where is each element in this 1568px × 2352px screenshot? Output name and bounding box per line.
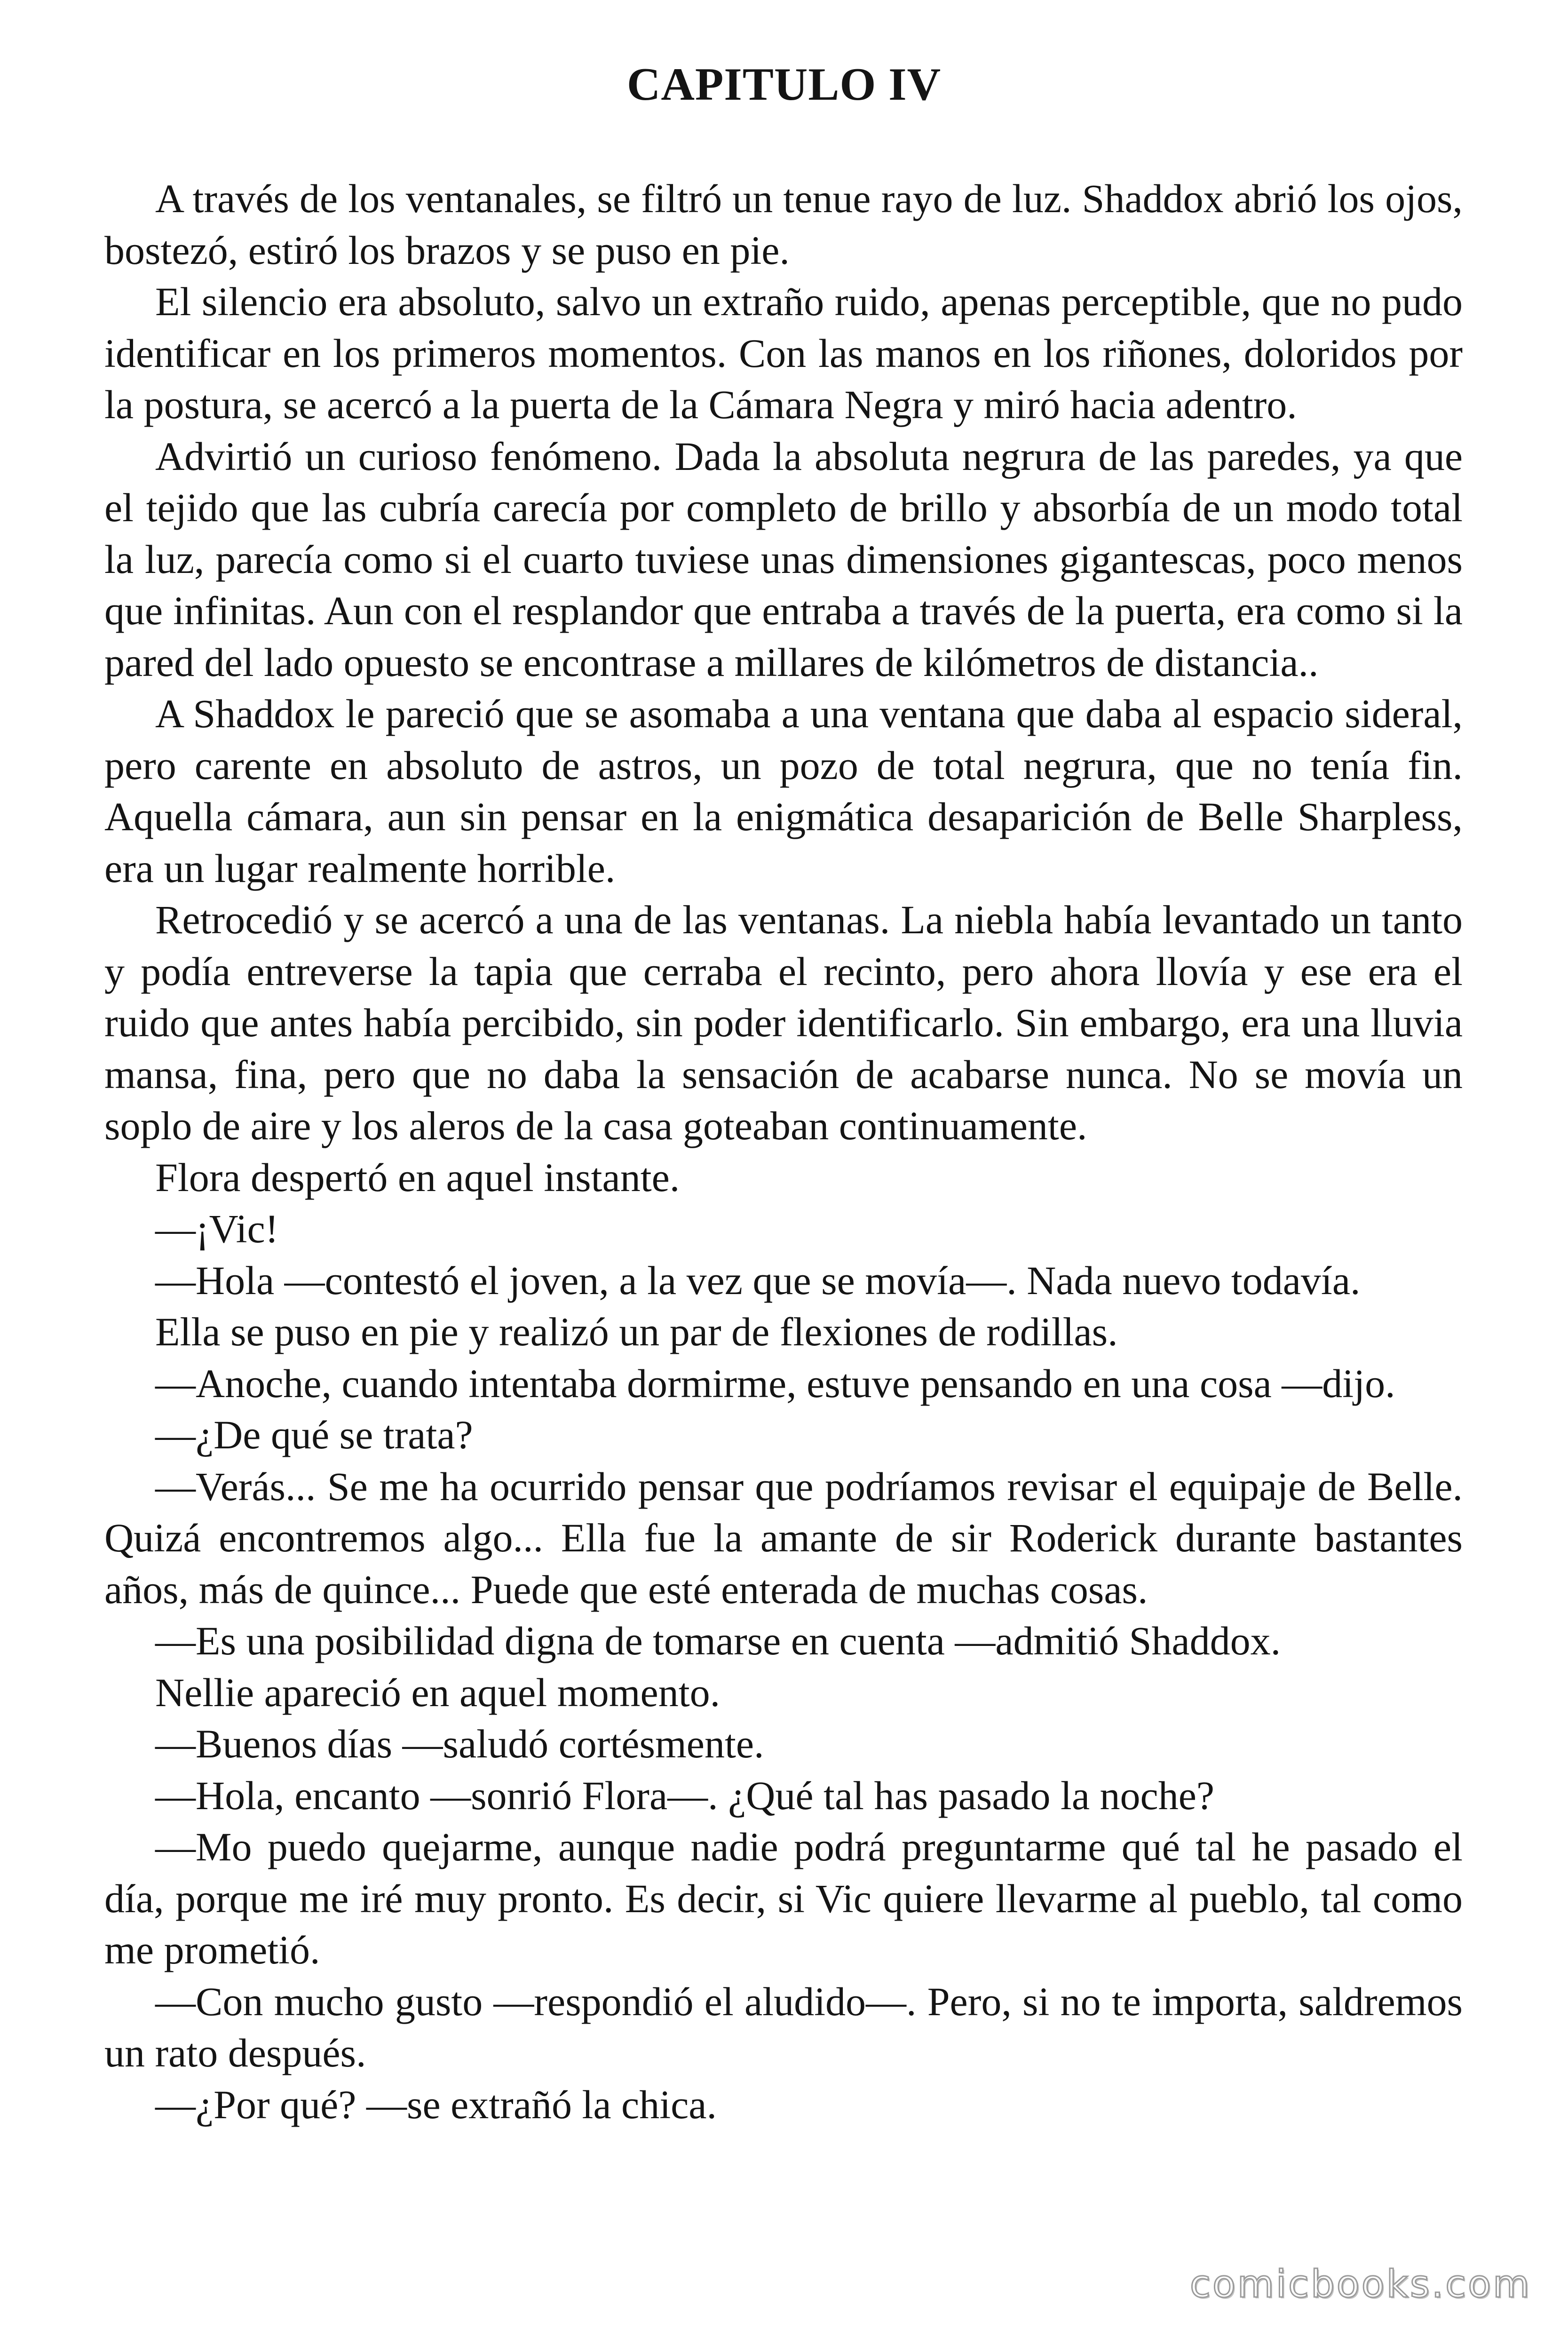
dialogue-line: —¿Por qué? —se extrañó la chica. xyxy=(155,2082,717,2127)
chapter-body xyxy=(104,173,1463,2130)
dialogue-line: —¡Vic! xyxy=(155,1206,279,1251)
dialogue-line: —Mo puedo quejarme, aunque nadie podrá preguntarme qué tal he pasado el día, porque me iré muy pronto. Es decir, si Vic quiere llevarme al pueblo, tal como me prometió. xyxy=(104,1824,1463,1972)
dialogue-line: —Hola, encanto —sonrió Flora—. ¿Qué tal has pasado la noche? xyxy=(155,1772,1215,1818)
dialogue-line: —¿De qué se trata? xyxy=(155,1412,473,1457)
chapter-title: CAPITULO IV xyxy=(626,59,942,110)
dialogue-line: —Con mucho gusto —respondió el aludido—. Pero, si no te importa, saldremos un rato después. xyxy=(104,1979,1463,2075)
paragraph: El silencio era absoluto, salvo un extraño ruido, apenas perceptible, que no pudo identificar en los primeros momentos. Con las manos en los riñones, doloridos por la postura, se acercó a la puerta de la Cámara Negra y miró hacia adentro. xyxy=(104,279,1463,427)
watermark: comicbooks.com xyxy=(1189,2262,1531,2306)
paragraph: Retrocedió y se acercó a una de las ventanas. La niebla había levantado un tanto y podía entreverse la tapia que cerraba el recinto, pero ahora llovía y ese era el ruido que antes había percibido, sin poder identificarlo. Sin embargo, era una lluvia mansa, fina, pero que no daba la sensación de acabarse nunca. No se movía un soplo de aire y los aleros de la casa goteaban continuamente. xyxy=(104,897,1463,1148)
paragraph: Nellie apareció en aquel momento. xyxy=(155,1669,721,1715)
paragraph: Flora despertó en aquel instante. xyxy=(155,1154,680,1200)
paragraph: Advirtió un curioso fenómeno. Dada la absoluta negrura de las paredes, ya que el tejido que las cubría carecía por completo de brillo y absorbía de un modo total la luz, parecía como si el cuarto tuviese unas dimensiones gigantescas, poco menos que infinitas. Aun con el resplandor que entraba a través de la puerta, era como si la pared del lado opuesto se encontrase a millares de kilómetros de distancia.. xyxy=(104,433,1463,685)
dialogue-line: —Es una posibilidad digna de tomarse en cuenta —admitió Shaddox. xyxy=(155,1618,1281,1663)
dialogue-line: —Anoche, cuando intentaba dormirme, estuve pensando en una cosa —dijo. xyxy=(155,1360,1395,1406)
dialogue-line: —Verás... Se me ha ocurrido pensar que podríamos revisar el equipaje de Belle. Quizá encontremos algo... Ella fue la amante de sir Roderick durante bastantes años, más de quince... Puede que esté enterada de muchas cosas. xyxy=(104,1463,1463,1612)
dialogue-line: —Buenos días —saludó cortésmente. xyxy=(155,1721,764,1766)
paragraph: A través de los ventanales, se filtró un tenue rayo de luz. Shaddox abrió los ojos, bostezó, estiró los brazos y se puso en pie. xyxy=(104,176,1463,273)
paragraph: Ella se puso en pie y realizó un par de flexiones de rodillas. xyxy=(155,1309,1118,1354)
paragraph: A Shaddox le pareció que se asomaba a una ventana que daba al espacio sideral, pero carente en absoluto de astros, un pozo de total negrura, que no tenía fin. Aquella cámara, aun sin pensar en la enigmática desaparición de Belle Sharpless, era un lugar realmente horrible. xyxy=(104,691,1463,891)
dialogue-line: —Hola —contestó el joven, a la vez que se movía—. Nada nuevo todavía. xyxy=(155,1257,1361,1303)
